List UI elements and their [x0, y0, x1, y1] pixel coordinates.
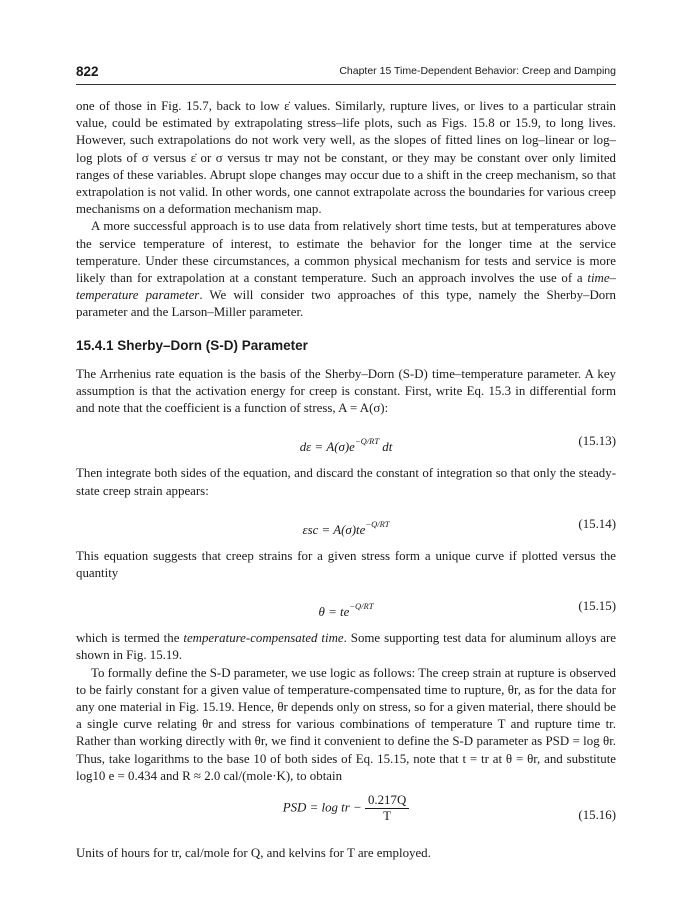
paragraph: which is termed the temperature-compensated time. Some supporting test data for aluminum alloys are shown in Fig. 15.19. — [76, 631, 617, 663]
section-heading: 15.4.1 Sherby–Dorn (S-D) Parameter — [76, 337, 308, 353]
paragraph: A more successful approach is to use data from relatively short time tests, but at temperatures above the service temperature of interest, to estimate the behavior for the longer time at the service temperature. Under these circumstances, a common physical mechanism for tests and service is more likely than for extrapolation at a constant temperature. Such an approach involves the use of a time–temperature parameter. We will consider two approaches of this type, namely the Sherby–Dorn parameter and the Larson–Miller parameter. — [76, 219, 616, 320]
page-number: 822 — [76, 64, 99, 79]
equation-15-14: $\varepsilon sc = A(\sigma)te^{-Q/RT}$ (15.14) — [302, 516, 616, 537]
equation-number: (15.16) — [578, 808, 616, 823]
paragraph: Units of hours for tr, cal/mole for Q, and kelvins for T are employed. — [76, 846, 431, 861]
equation-number: (15.13) — [578, 434, 616, 449]
paragraph: To formally define the S-D parameter, we use logic as follows: The creep strain at rupture is observed to be fairly constant for a given value of temperature-compensated time to rupture, θr, as for the data for any one material in Fig. 15.19. Hence, θr depends only on stress, so for a given material, there should be a single curve relating θr and stress for various combinations of temperature T and rupture time tr. Rather than working directly with θr, we find it convenient to define the S-D parameter as PSD = log θr. Thus, take logarithms to the base 10 of both sides of Eq. 15.15, note that t = tr at θ = θr, and substitute log10 e = 0.434 and R ≈ 2.0 cal/(mole·K), to obtain — [76, 665, 616, 783]
running-head: Chapter 15 Time-Dependent Behavior: Creep and Damping — [339, 65, 616, 77]
page-body — [76, 98, 616, 862]
paragraph: Then integrate both sides of the equation, and discard the constant of integration so that only the steady-state creep strain appears: — [76, 466, 616, 498]
fraction: $\frac{0.217Q}{T}$ — [365, 793, 409, 824]
equation-number: (15.14) — [578, 516, 616, 531]
equation-15-15: $\theta = te^{-Q/RT}$ (15.15) — [318, 599, 616, 620]
equation-number: (15.15) — [578, 599, 616, 614]
paragraph: The Arrhenius rate equation is the basis of the Sherby–Dorn (S-D) time–temperature parameter. A key assumption is that the activation energy for creep is constant. First, write Eq. 15.3 in differential form and note that the coefficient is a function of stress, A = A(σ): — [76, 366, 616, 416]
paragraph: one of those in Fig. 15.7, back to low ε̇ values. Similarly, rupture lives, or lives to a particular strain value, could be estimated by extrapolating stress–life plots, such as Figs. 15.8 or 15.9, to long lives. However, such extrapolations do not work very well, as the slopes of fitted lines on log–linear or log–log plots of σ versus ε̇ or σ versus tr may not be constant, or they may be constant over only limited ranges of these variables. Abrupt slope changes may occur due to a shift in the creep mechanism, so that extrapolation is not valid. In other words, one cannot extrapolate across the boundaries for various creep mechanisms on a deformation mechanism map. — [76, 99, 616, 217]
header-rule — [76, 84, 616, 85]
equation-15-16: PSD = log tr − $\frac{0.217Q}{T}$ (15.16) — [282, 793, 616, 824]
page-header — [76, 64, 616, 86]
equation-15-13: $d\varepsilon = A(\sigma)e^{-Q/RT}$ dt (15.13) — [299, 434, 616, 455]
paragraph: This equation suggests that creep strains for a given stress form a unique curve if plotted versus the quantity — [76, 548, 616, 581]
